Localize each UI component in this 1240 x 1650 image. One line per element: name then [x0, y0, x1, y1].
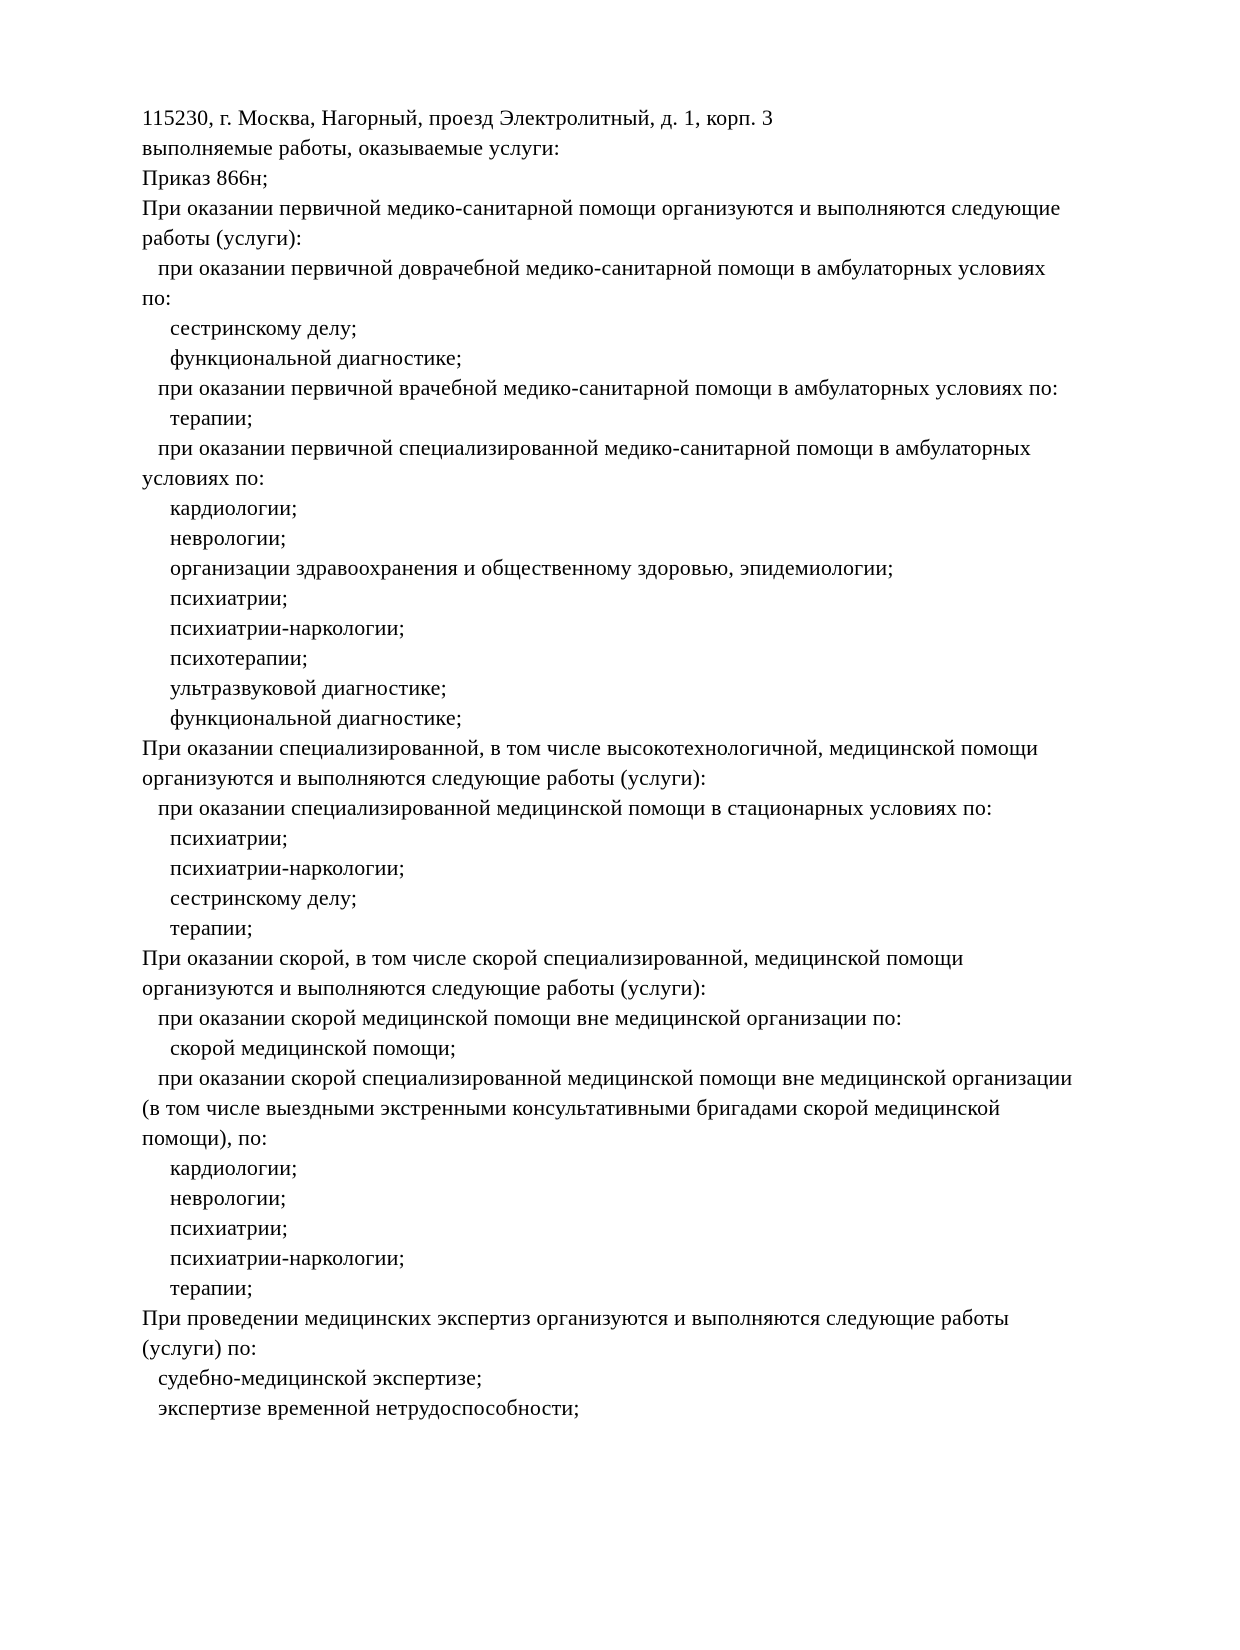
doc-line: помощи), по: [142, 1125, 268, 1150]
doc-line: сестринскому делу; [170, 315, 358, 340]
doc-line: организуются и выполняются следующие работы (услуги): [142, 975, 707, 1000]
doc-line: кардиологии; [170, 495, 298, 520]
doc-line: организации здравоохранения и общественному здоровью, эпидемиологии; [170, 555, 894, 580]
doc-line: ультразвуковой диагностике; [170, 675, 447, 700]
doc-line: судебно-медицинской экспертизе; [158, 1365, 483, 1390]
doc-line: кардиологии; [170, 1155, 298, 1180]
doc-line: функциональной диагностике; [170, 345, 463, 370]
doc-line: работы (услуги): [142, 225, 303, 250]
doc-line: терапии; [170, 405, 253, 430]
doc-line: скорой медицинской помощи; [170, 1035, 457, 1060]
doc-line: условиях по: [142, 465, 265, 490]
doc-line: психиатрии; [170, 825, 289, 850]
doc-line: (услуги) по: [142, 1335, 257, 1360]
doc-line: Приказ 866н; [142, 165, 269, 190]
doc-line: 115230, г. Москва, Нагорный, проезд Электролитный, д. 1, корп. 3 [142, 105, 774, 130]
doc-line: психиатрии-наркологии; [170, 1245, 405, 1270]
doc-line: по: [142, 285, 172, 310]
doc-line: при оказании первичной доврачебной медико-санитарной помощи в амбулаторных условиях [158, 255, 1046, 280]
doc-line: психотерапии; [170, 645, 309, 670]
doc-line: функциональной диагностике; [170, 705, 463, 730]
doc-line: выполняемые работы, оказываемые услуги: [142, 135, 560, 160]
doc-line: при оказании скорой специализированной медицинской помощи вне медицинской организации [158, 1065, 1073, 1090]
doc-line: при оказании первичной врачебной медико-санитарной помощи в амбулаторных условиях по: [158, 375, 1059, 400]
doc-line: При оказании первичной медико-санитарной помощи организуются и выполняются следующие [142, 195, 1061, 220]
doc-line: неврологии; [170, 525, 287, 550]
doc-line: (в том числе выездными экстренными консультативными бригадами скорой медицинской [142, 1095, 1001, 1120]
doc-line: сестринскому делу; [170, 885, 358, 910]
doc-line: при оказании специализированной медицинской помощи в стационарных условиях по: [158, 795, 993, 820]
doc-line: терапии; [170, 1275, 253, 1300]
doc-line: при оказании скорой медицинской помощи вне медицинской организации по: [158, 1005, 903, 1030]
doc-line: психиатрии; [170, 585, 289, 610]
doc-line: психиатрии; [170, 1215, 289, 1240]
doc-line: При проведении медицинских экспертиз организуются и выполняются следующие работы [142, 1305, 1010, 1330]
doc-line: при оказании первичной специализированной медико-санитарной помощи в амбулаторных [158, 435, 1031, 460]
doc-line: неврологии; [170, 1185, 287, 1210]
doc-line: терапии; [170, 915, 253, 940]
doc-line: организуются и выполняются следующие работы (услуги): [142, 765, 707, 790]
doc-line: При оказании специализированной, в том числе высокотехнологичной, медицинской помощи [142, 735, 1039, 760]
doc-line: экспертизе временной нетрудоспособности; [158, 1395, 580, 1420]
document-body [142, 103, 1120, 1423]
doc-line: При оказании скорой, в том числе скорой специализированной, медицинской помощи [142, 945, 964, 970]
doc-line: психиатрии-наркологии; [170, 855, 405, 880]
doc-line: психиатрии-наркологии; [170, 615, 405, 640]
